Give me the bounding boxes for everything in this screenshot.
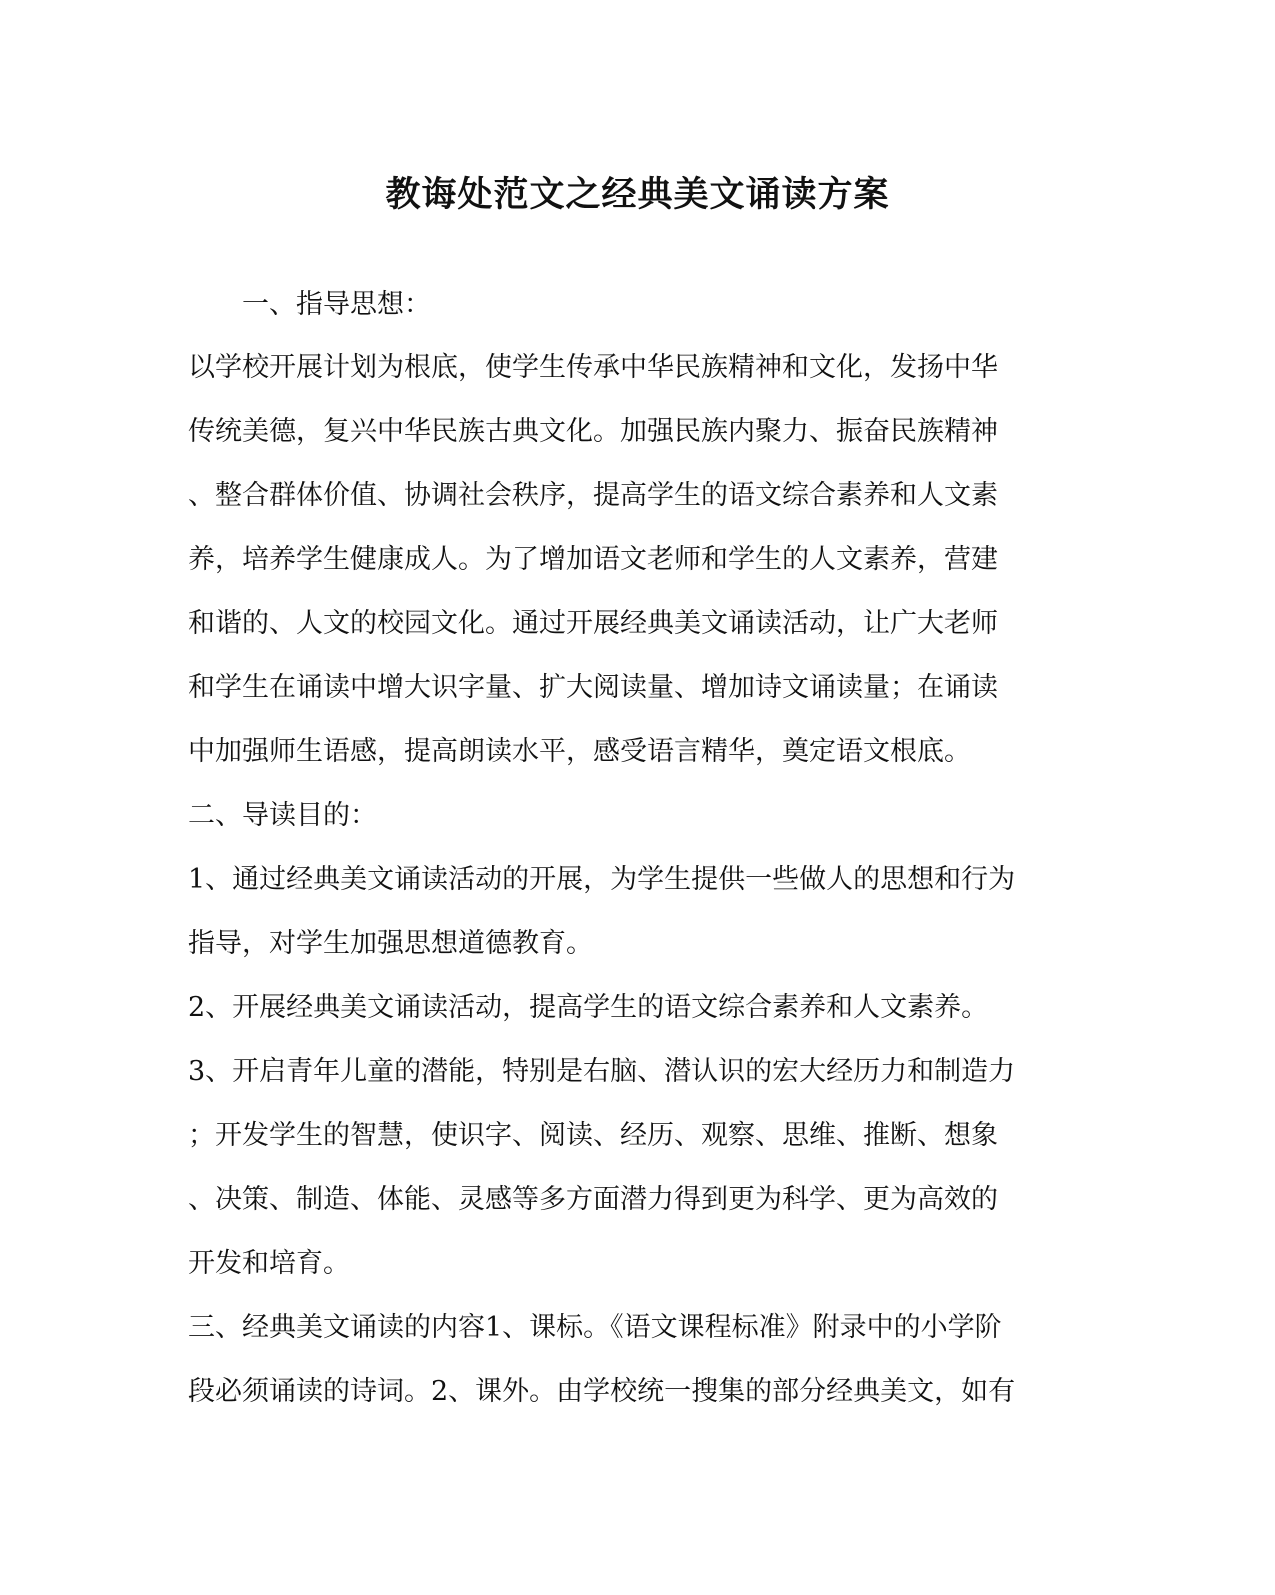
text-line: 二、导读目的： [188,800,377,831]
text-line: ；开发学生的智慧，使识字、阅读、经历、观察、思维、推断、想象 [188,1120,998,1151]
text-line: 、决策、制造、体能、灵感等多方面潜力得到更为科学、更为高效的 [188,1184,998,1215]
text-line: 和学生在诵读中增大识字量、扩大阅读量、增加诗文诵读量；在诵读 [188,672,998,703]
document-title: 教诲处范文之经典美文诵读方案 [385,174,890,215]
text-line: 中加强师生语感，提高朗读水平，感受语言精华，奠定语文根底。 [188,736,971,767]
text-line: 一、指导思想： [188,289,431,320]
text-line: 指导，对学生加强思想道德教育。 [188,928,593,959]
text-line: 3、开启青年儿童的潜能，特别是右脑、潜认识的宏大经历力和制造力 [188,1056,1016,1087]
text-line: 以学校开展计划为根底，使学生传承中华民族精神和文化，发扬中华 [188,352,998,383]
text-line: 传统美德，复兴中华民族古典文化。加强民族内聚力、振奋民族精神 [188,416,998,447]
text-line: 段必须诵读的诗词。2、课外。由学校统一搜集的部分经典美文，如有 [188,1376,1016,1407]
text-line: 、整合群体价值、协调社会秩序，提高学生的语文综合素养和人文素 [188,480,998,511]
text-line: 2、开展经典美文诵读活动，提高学生的语文综合素养和人文素养。 [188,992,989,1023]
text-line: 1、通过经典美文诵读活动的开展，为学生提供一些做人的思想和行为 [188,864,1016,895]
text-line: 三、经典美文诵读的内容1、课标。《语文课程标准》附录中的小学阶 [188,1312,1002,1343]
text-line: 开发和培育。 [188,1248,350,1279]
text-line: 养，培养学生健康成人。为了增加语文老师和学生的人文素养，营建 [188,544,998,575]
text-line: 和谐的、人文的校园文化。通过开展经典美文诵读活动，让广大老师 [188,608,998,639]
